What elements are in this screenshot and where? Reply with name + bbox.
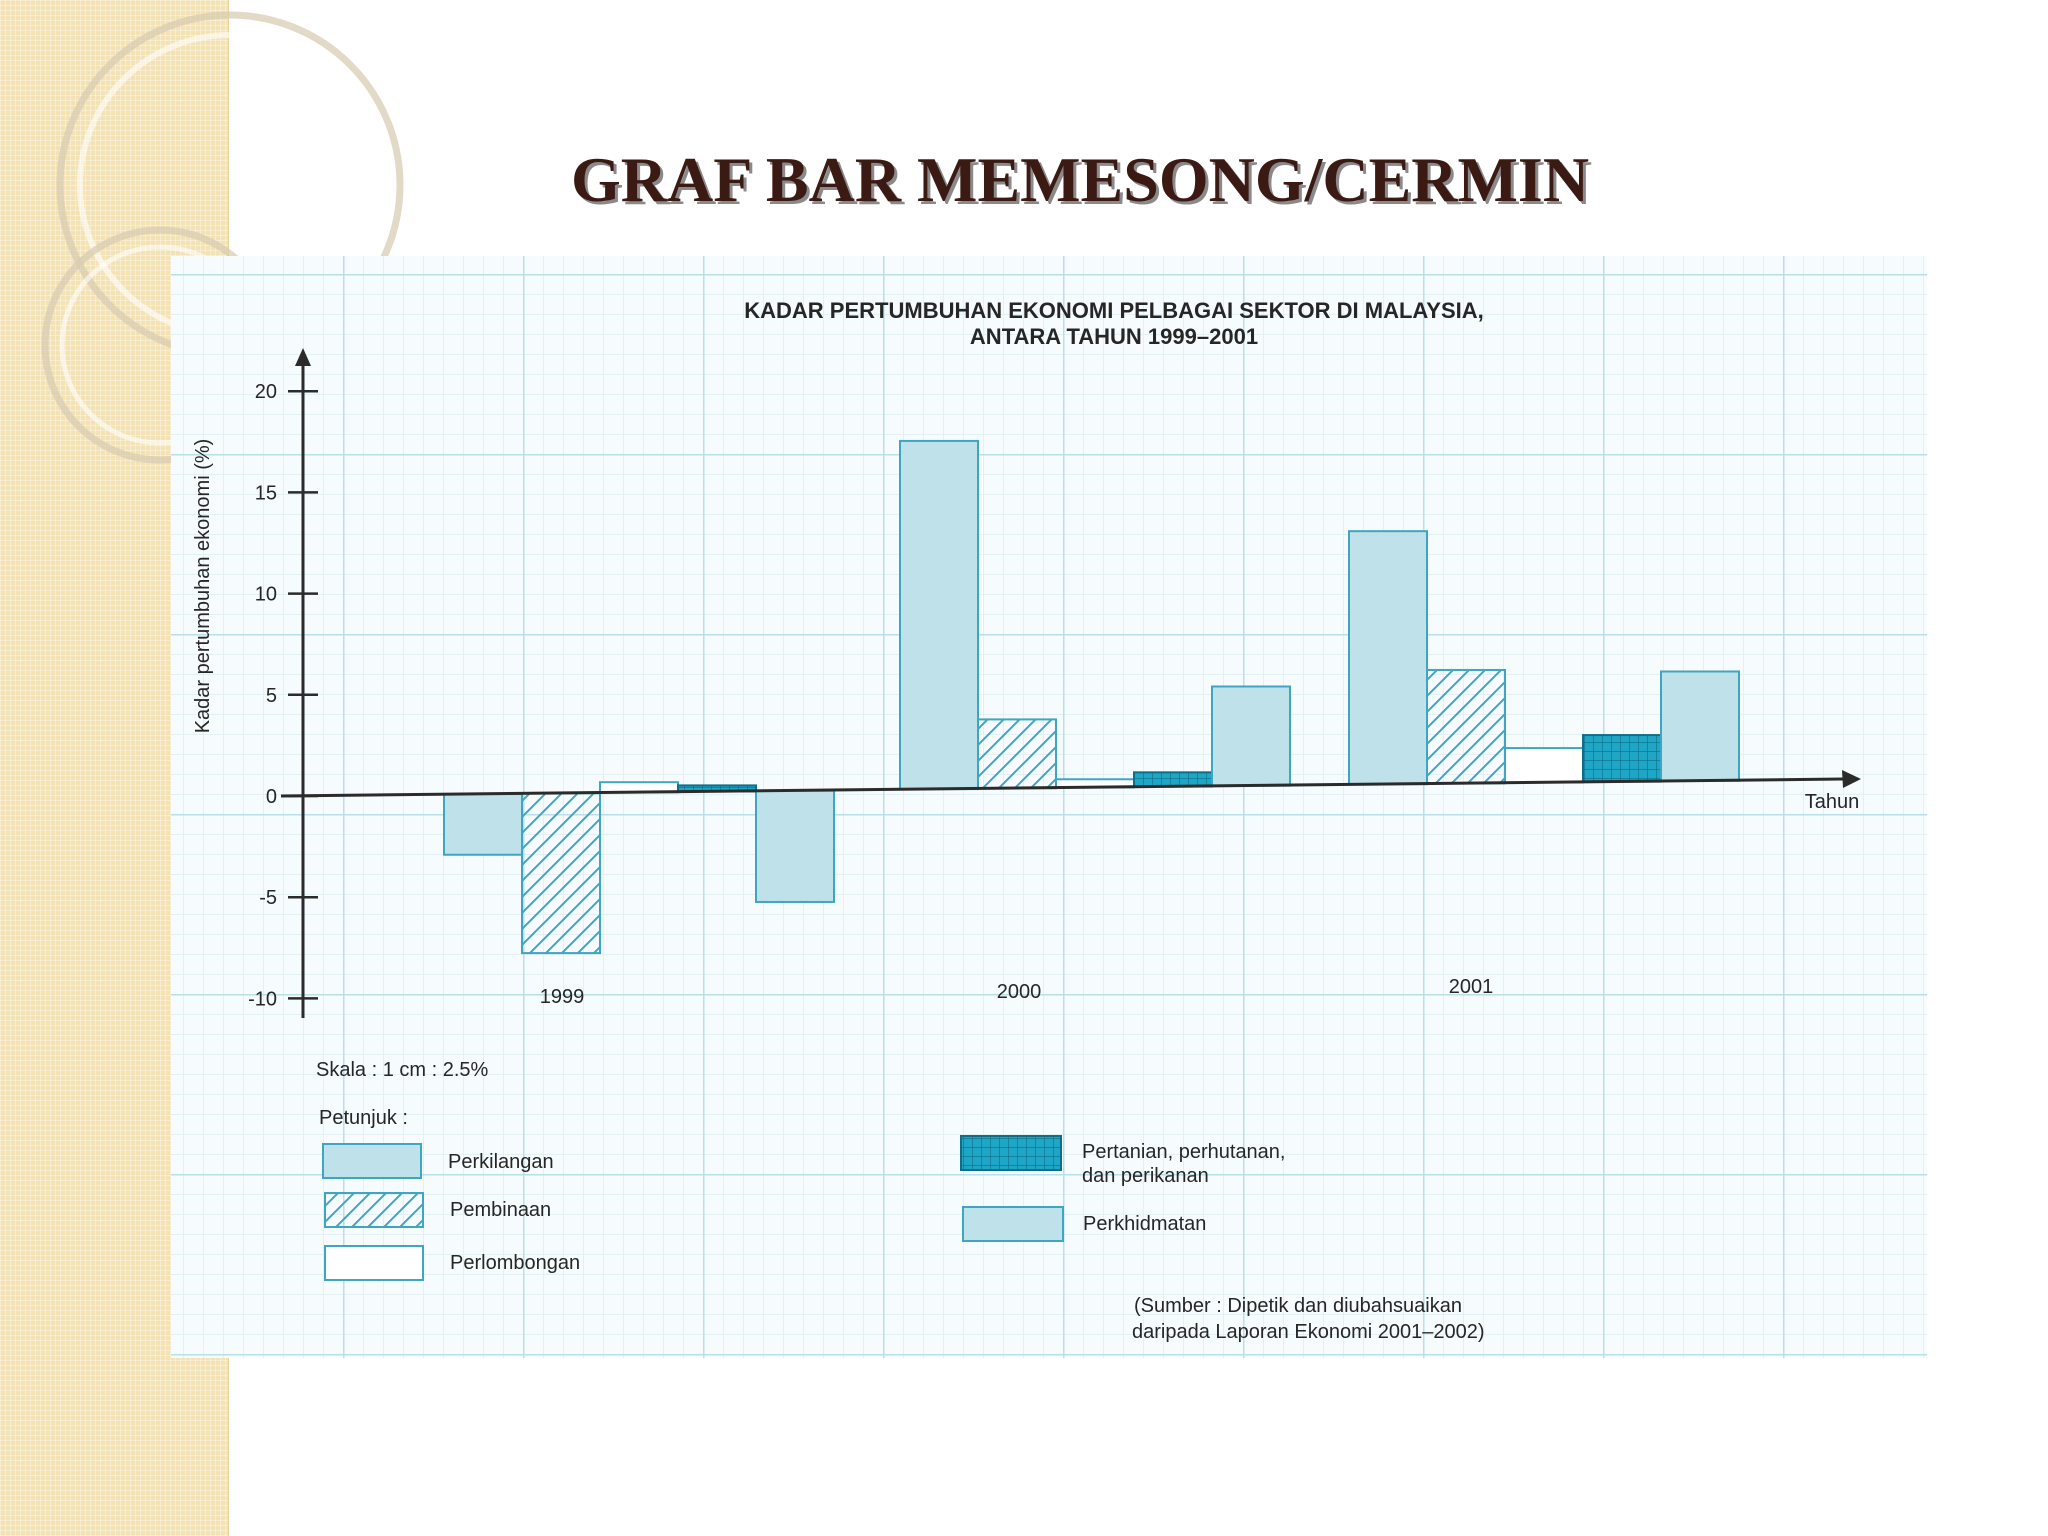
legend-item-pertanian: [961, 1136, 1286, 1187]
legend-item-perkhidmatan: [963, 1207, 1206, 1241]
y-tick-label-5: -5: [259, 887, 277, 910]
legend-swatch-perkhidmatan: [963, 1207, 1063, 1241]
legend-swatch-perkilangan: [323, 1144, 421, 1178]
bar-1999-perkilangan: [444, 794, 522, 855]
source-line-1: (Sumber : Dipetik dan diubahsuaikan: [1134, 1295, 1462, 1317]
x-tick-1999: 1999: [539, 986, 585, 1008]
bar-2001-pertanian: [1583, 735, 1661, 782]
y-tick-label-3: 5: [265, 684, 277, 707]
legend-label-perkilangan: Perkilangan: [448, 1151, 554, 1173]
legend-label-pembinaan: Pembinaan: [450, 1199, 552, 1221]
legend-label-pertanian-line2: dan perikanan: [1082, 1165, 1209, 1187]
x-tick-2001: 2001: [1448, 976, 1494, 998]
legend-item-perlombongan: [325, 1246, 580, 1280]
legend-swatch-pembinaan: [325, 1193, 423, 1227]
legend-label-perkhidmatan: Perkhidmatan: [1083, 1213, 1207, 1235]
legend-label-perlombongan: Perlombongan: [450, 1252, 581, 1274]
bar-2000-pertanian: [1134, 772, 1212, 786]
y-tick-label-6: -10: [248, 988, 277, 1011]
x-axis-arrow: [1842, 770, 1861, 788]
y-axis-arrow: [295, 348, 311, 366]
y-axis-label: Kadar pertumbuhan ekonomi (%): [192, 438, 214, 734]
y-tick-label-0: 20: [254, 381, 277, 404]
y-tick-label-4: 0: [265, 786, 277, 808]
chart-title: KADAR PERTUMBUHAN EKONOMI PELBAGAI SEKTOR DI MALAYSIA,: [744, 298, 1484, 323]
source-line-2: daripada Laporan Ekonomi 2001–2002): [1132, 1321, 1485, 1343]
bar-chart: [171, 256, 1927, 1358]
bar-2001-perlombongan: [1505, 748, 1583, 782]
legend-title: Petunjuk :: [319, 1107, 408, 1129]
bar-2000-perkilangan: [900, 441, 978, 789]
legend-label-pertanian-line1: Pertanian, perhutanan,: [1082, 1141, 1286, 1163]
scale-note: Skala : 1 cm : 2.5%: [316, 1059, 489, 1081]
legend-swatch-pertanian: [961, 1136, 1061, 1170]
chart-subtitle: ANTARA TAHUN 1999–2001: [969, 324, 1259, 349]
legend-item-pembinaan: [325, 1193, 551, 1227]
bar-2001-pembinaan: [1427, 670, 1505, 783]
bar-1999-perkhidmatan: [756, 791, 834, 902]
bar-1999-pembinaan: [522, 793, 600, 953]
legend-item-perkilangan: [323, 1144, 554, 1178]
x-axis-label: Tahun: [1804, 791, 1860, 813]
x-tick-2000: 2000: [996, 981, 1042, 1003]
y-tick-label-2: 10: [254, 583, 277, 606]
bar-2000-perkhidmatan: [1212, 686, 1290, 785]
bar-2000-pembinaan: [978, 719, 1056, 788]
y-ticks-group: [248, 381, 318, 1010]
slide-title: GRAF BAR MEMESONG/CERMIN: [570, 144, 1590, 215]
bars-group: [444, 441, 1739, 953]
y-tick-label-1: 15: [254, 482, 277, 505]
legend-swatch-perlombongan: [325, 1246, 423, 1280]
bar-2001-perkilangan: [1349, 531, 1427, 784]
bar-2001-perkhidmatan: [1661, 671, 1739, 780]
